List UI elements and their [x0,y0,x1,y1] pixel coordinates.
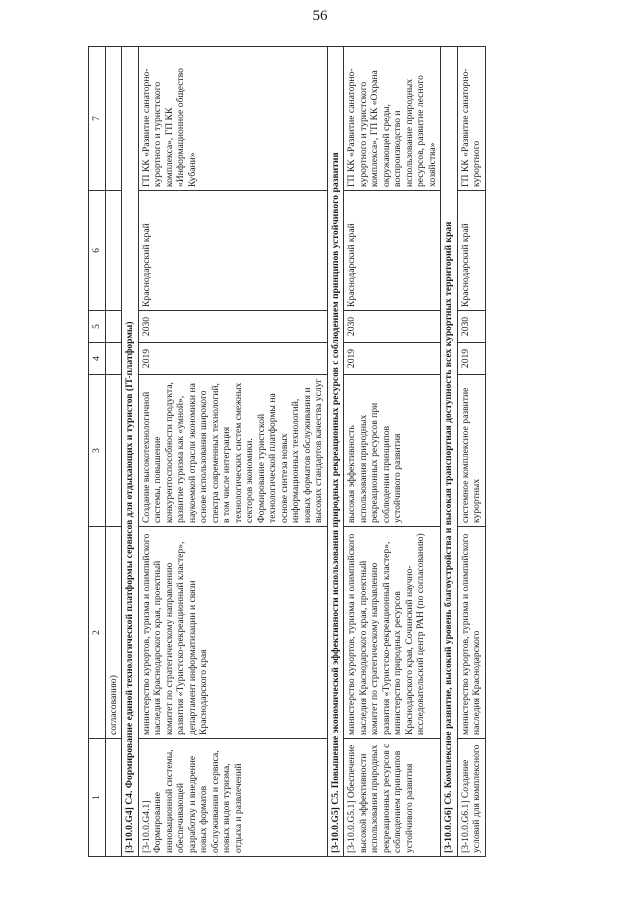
header-col-1: 1 [89,739,106,857]
section-title-row [122,47,139,857]
header-col-4: 4 [89,343,106,375]
table-row [138,47,327,857]
responsible-bodies: министерство курортов, туризма и олимпийского наследия Краснодарского края, проектный комитет по стратегическому направлению развития «Туристско-рекреационный кластер», департамент информатизации и связи Краснодарского края [138,527,327,739]
responsible-bodies: министерство курортов, туризма и олимпийского наследия Краснодарского края, проектный комитет по стратегическому направлению развития «Туристско-рекреационный кластер», министерство природных ресурсов Краснодарского края, Сочинский научно-исследовательский центр РАН (по согласованию) [344,527,441,739]
state-program: ГП КК «Развитие санаторно-курортного и туристского комплекса», ГП КК «Охрана окружающей среды, воспроизводство и использование природных ресурсов, развитие лесного хозяйства» [344,47,441,191]
section-title: [3-10.0.G6] С6. Комплексное развитие, высокий уровень благоустройства и высокая транспортная доступность всех курортных территорий края [441,47,458,857]
expected-result: Создание высокотехнологичной системы, повышение конкурентоспособности продукта, развитие туризма как «умной», наукоемкой отрасли экономики на основе использования широкого спектра современных технологий, в том числе интеграция технологических систем смежных секторов экономики. Формирование туристской технологической платформы на основе синтеза новых информационных технологий, новых форматов обслуживания и высоких стандартов качества услуг [138,375,327,527]
responsible-bodies: министерство курортов, туризма и олимпийского наследия Краснодарского [457,527,485,739]
measure-code: [3-10.0.G6.1] Создание условий для комплексного [457,739,485,857]
page-number: 56 [312,8,328,24]
table-row [457,47,485,857]
territory: Краснодарский край [344,191,441,311]
header-col-7: 7 [89,47,106,191]
territory: Краснодарский край [457,191,485,311]
start-year: 2019 [344,343,441,375]
measure-code: [3-10.0.G5.1] Обеспечение высокой эффективности использования природных рекреационных ресурсов с соблюдением принципов устойчивого развития [344,739,441,857]
table-cell [105,375,122,527]
table-cell [105,343,122,375]
header-col-2: 2 [89,527,106,739]
table-cell: согласованию) [105,527,122,739]
table-cell [105,191,122,311]
header-col-5: 5 [89,311,106,343]
end-year: 2030 [457,311,485,343]
table-cell [105,47,122,191]
section-title-row [327,47,344,857]
state-program: ГП КК «Развитие санаторно-курортного и туристского комплекса», ГП КК «Информационное общество Кубани» [138,47,327,191]
measures-table [88,46,486,857]
section-title: [3-10.0.G5] С5. Повышение экономической эффективности использования природных рекреационных ресурсов с соблюдением принципов устойчивого развития [327,47,344,857]
section-title: [3-10.0.G4] С4. Формирование единой технологической платформы сервисов для отдыхающих и туристов (IT-платформы) [122,47,139,857]
header-col-3: 3 [89,375,106,527]
expected-result: системное комплексное развитие курортных [457,375,485,527]
state-program: ГП КК «Развитие санаторно-курортного [457,47,485,191]
measure-code: [3-10.0.G4.1] Формирование инновационной системы, обеспечивающей разработку и внедрение новых форматов обслуживания и сервиса, новых видов туризма, отдыха и развлечений [138,739,327,857]
table-row [105,47,122,857]
start-year: 2019 [138,343,327,375]
end-year: 2030 [138,311,327,343]
territory: Краснодарский край [138,191,327,311]
table-cell [105,739,122,857]
table-cell [105,311,122,343]
expected-result: высокая эффективность использования природных рекреационных ресурсов при соблюдении принципов устойчивого развития [344,375,441,527]
start-year: 2019 [457,343,485,375]
table-row [344,47,441,857]
header-col-6: 6 [89,191,106,311]
end-year: 2030 [344,311,441,343]
rotated-table-frame [88,47,618,857]
table-header-row [89,47,106,857]
section-title-row [441,47,458,857]
